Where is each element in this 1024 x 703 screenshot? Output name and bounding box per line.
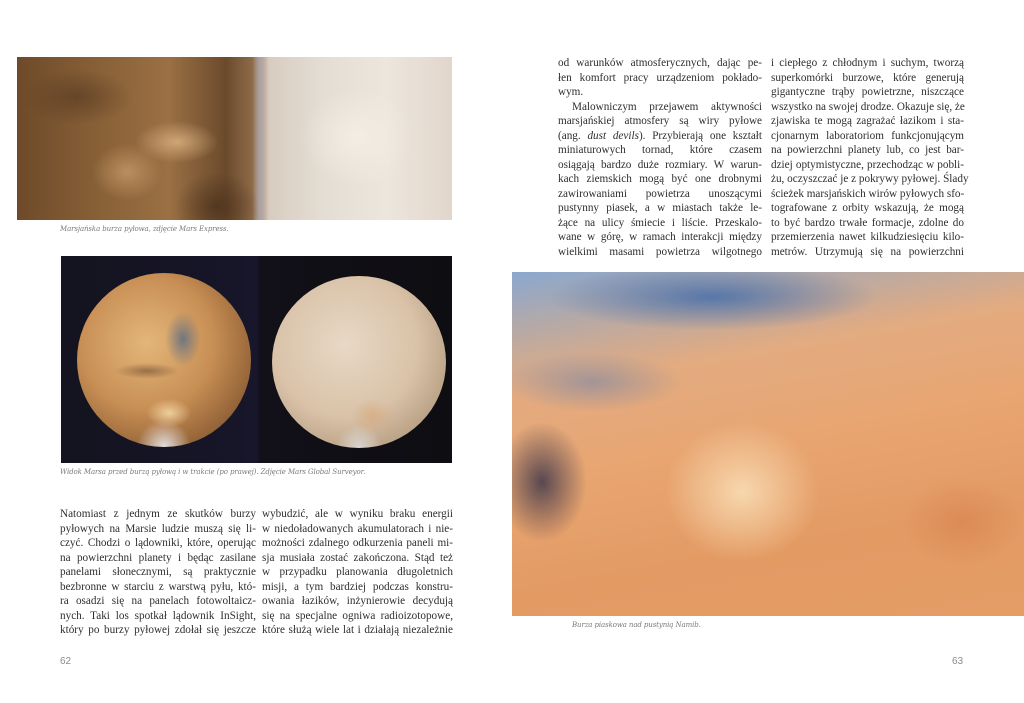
italic-term: dust devils	[587, 129, 639, 142]
text-line: przemierzenia nawet kilkudziesięciu kilo-	[771, 231, 964, 243]
text-line: bezbronne w starciu z warstwą pyłu, któ-	[60, 580, 256, 593]
right-page	[512, 0, 1024, 703]
text-line: panelami słonecznymi, są praktycznie	[60, 566, 256, 578]
text-line: dziej optymistyczne, przechodząc w pobli-	[771, 158, 964, 171]
mars-during-storm-globe	[272, 276, 446, 448]
text-line: nych. Taki los spotkał lądownik InSight,	[60, 609, 256, 622]
text-line: zawirowaniami powietrza unoszącymi	[558, 187, 762, 200]
text-line: zjawiska te mogą zagrażać łazikom i sta-	[771, 115, 964, 127]
mars-globes-photo	[61, 256, 452, 463]
text-line: misji, a tym bardziej podczas konstru-	[262, 580, 453, 593]
page-number-left: 62	[60, 656, 72, 667]
text-line: gigantyczne trąby powietrzne, niszczące	[771, 86, 964, 98]
text-line: w niedoładowanych akumulatorach i nie-	[262, 522, 453, 535]
text-line: metrów. Utrzymują się na powierzchni	[771, 245, 964, 258]
text-line: wielkimi masami powietrza wilgotnego	[558, 245, 762, 258]
text-line-paragraph-start: Malowniczym przejawem aktywności	[572, 100, 762, 113]
text-line: sja musiała zostać zakończona. Stąd też	[262, 551, 453, 564]
text-line: żu, oczyszczać je z pokrywy pyłowej. Ślady	[771, 173, 969, 185]
text-line: ra osadzi się na panelach fotowoltaicz-	[60, 595, 256, 607]
text-line: na powierzchni planety lub, co jest bar-	[771, 144, 964, 156]
mars-before-storm-globe	[77, 273, 251, 447]
figure-caption-mars-globes: Widok Marsa przed burzą pyłową i w trakcie (po prawej). Zdjęcie Mars Global Surveyor.	[60, 468, 366, 476]
text-line: od warunków atmosferycznych, dając pe-	[558, 57, 762, 69]
text-line: czyć. Chodzi o lądowniki, które, operując	[60, 537, 256, 549]
text-line: się na specjalne ogniwa radioizotopowe,	[262, 609, 453, 622]
namib-sandstorm-photo	[512, 272, 1024, 616]
text-line: to być bardzo trwałe formacje, zdolne do	[771, 216, 964, 229]
text-line: wybudzić, ale w wyniku braku energii	[262, 508, 453, 520]
text-line: który po burzy pyłowej zdołał się jeszcze	[60, 624, 256, 636]
body-text-column-left-1	[60, 507, 256, 638]
text-line: które służą wiele lat i działają niezależnie	[262, 624, 453, 636]
text-line: Natomiast z jednym ze skutków burzy	[60, 508, 256, 520]
body-text-column-left-2	[262, 507, 453, 638]
text-line: w przypadku planowania długoletnich	[262, 566, 453, 578]
body-text-column-right-2	[771, 56, 969, 259]
text-line: owania łazików, inżynierowie decydują	[262, 595, 453, 607]
text-line: i ciepłego z chłodnym i suchym, tworzą	[771, 57, 964, 69]
body-text-column-right-1	[558, 56, 762, 259]
text-line: wszystko na swojej drodze. Okazuje się, że	[771, 100, 965, 113]
text-line: osiągają bardzo duże rozmiary. W warun-	[558, 158, 762, 171]
text-line: żące na ulicy śmiecie i liście. Przeskalo-	[558, 216, 762, 229]
storm-front-edge	[253, 57, 267, 220]
figure-caption-namib: Burza piaskowa nad pustynią Namib.	[572, 621, 701, 629]
text-line: pyłowych na Marsie ludzie muszą się li-	[60, 522, 256, 535]
figure-caption-mars-express: Marsjańska burza pyłowa, zdjęcie Mars Express.	[60, 225, 229, 233]
text-line: kach ziemskich mogą być one drobnymi	[558, 173, 762, 185]
text-line: ścieżek marsjańskich wirów pyłowych sfo-	[771, 187, 965, 200]
text-line: wym.	[558, 86, 584, 98]
text-line: pustynny piasek, a w miastach także le-	[558, 202, 762, 214]
text-line: łen komfort pracy urządzeniom pokłado-	[558, 71, 762, 84]
mars-dust-storm-photo	[17, 57, 452, 220]
text-line: możności zdalnego odkurzenia paneli mi-	[262, 537, 453, 549]
text-line-with-italic: (ang. dust devils). Przybierają one kształt	[558, 129, 762, 142]
text-line: cjonarnym laboratoriom funkcjonującym	[771, 129, 964, 142]
page-number-right: 63	[952, 656, 964, 667]
text-line: tografowane z orbity wskazują, że mogą	[771, 202, 964, 214]
text-line: wane w górę, w ramach interakcji między	[558, 231, 762, 243]
text-line: na powierzchni planety i będąc zasilane	[60, 551, 256, 564]
text-line: marsjańskiej atmosfery są wiry pyłowe	[558, 115, 762, 127]
text-line: superkomórki burzowe, które generują	[771, 71, 964, 84]
text-line: miniaturowych tornad, które czasem	[558, 144, 762, 156]
